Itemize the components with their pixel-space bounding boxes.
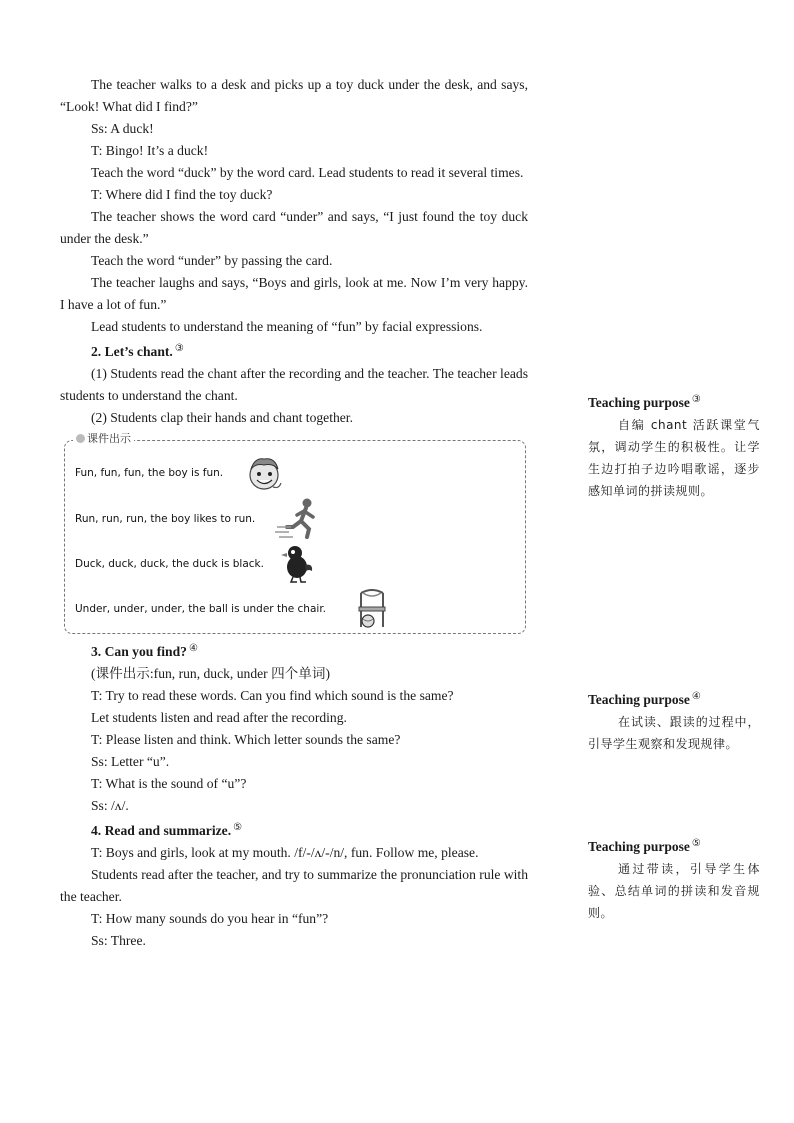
teaching-purpose-4 bbox=[588, 686, 760, 755]
paragraph: The teacher laughs and says, “Boys and girls, look at me. Now I’m very happy. I have a lot of fun.” bbox=[60, 275, 528, 312]
dialogue-line: T: Bingo! It’s a duck! bbox=[91, 143, 209, 158]
paragraph: (课件出示:fun, run, duck, under 四个单词) bbox=[91, 666, 330, 681]
teaching-purpose-title: Teaching purpose bbox=[588, 395, 690, 410]
paragraph: Lead students to understand the meaning of “fun” by facial expressions. bbox=[91, 319, 483, 334]
paragraph: (1) Students read the chant after the recording and the teacher. The teacher leads students to understand the chant. bbox=[60, 366, 528, 403]
dialogue-line: T: Please listen and think. Which letter sounds the same? bbox=[91, 732, 401, 747]
running-man-icon bbox=[275, 497, 325, 539]
paragraph: Students read after the teacher, and try to summarize the pronunciation rule with the teacher. bbox=[60, 867, 528, 904]
note-marker: ③ bbox=[174, 343, 184, 354]
courseware-box bbox=[64, 432, 526, 634]
dialogue-line: T: Where did I find the toy duck? bbox=[91, 187, 273, 202]
section-heading-summarize bbox=[60, 817, 528, 842]
teaching-purpose-heading bbox=[588, 686, 760, 711]
teaching-purpose-5 bbox=[588, 833, 760, 924]
note-marker: ⑤ bbox=[691, 838, 701, 849]
section-title: 4. Read and summarize. bbox=[91, 823, 232, 838]
paragraph: Teach the word “duck” by the word card. Lead students to read it several times. bbox=[91, 165, 524, 180]
courseware-label-text: 课件出示 bbox=[87, 432, 131, 445]
dialogue-line: T: Try to read these words. Can you find which sound is the same? bbox=[91, 688, 454, 703]
note-marker: ④ bbox=[188, 643, 198, 654]
chant-line: Run, run, run, the boy likes to run. bbox=[75, 513, 256, 525]
section-heading-chant bbox=[60, 338, 528, 363]
dialogue-line: T: Boys and girls, look at my mouth. /f/-/ʌ/-/n/, fun. Follow me, please. bbox=[91, 845, 479, 860]
courseware-label bbox=[73, 432, 134, 446]
teaching-purpose-body: 自编 chant 活跃课堂气氛，调动学生的积极性。让学生边打拍子边吟唱歌谣，逐步感知单词的拼读规则。 bbox=[588, 418, 760, 498]
main-column bbox=[60, 74, 528, 952]
ball-under-chair-icon bbox=[355, 589, 389, 629]
note-marker: ③ bbox=[691, 394, 701, 405]
chant-line: Under, under, under, the ball is under the chair. bbox=[75, 603, 327, 615]
happy-boy-icon bbox=[243, 453, 285, 495]
teaching-purpose-heading bbox=[588, 389, 760, 414]
paragraph: Let students listen and read after the recording. bbox=[91, 710, 347, 725]
bullet-icon bbox=[76, 434, 85, 443]
dialogue-line: T: How many sounds do you hear in “fun”? bbox=[91, 911, 329, 926]
paragraph: (2) Students clap their hands and chant together. bbox=[91, 410, 353, 425]
teaching-purpose-heading bbox=[588, 833, 760, 858]
dialogue-line: Ss: /ʌ/. bbox=[91, 798, 129, 813]
paragraph: The teacher shows the word card “under” and says, “I just found the toy duck under the desk.” bbox=[60, 209, 528, 246]
chant-line: Fun, fun, fun, the boy is fun. bbox=[75, 467, 224, 479]
chant-line: Duck, duck, duck, the duck is black. bbox=[75, 558, 264, 570]
teaching-purpose-title: Teaching purpose bbox=[588, 692, 690, 707]
note-marker: ⑤ bbox=[233, 822, 243, 833]
section-heading-find bbox=[60, 638, 528, 663]
teaching-purpose-body: 通过带读，引导学生体验、总结单词的拼读和发音规则。 bbox=[588, 862, 760, 920]
paragraph: Teach the word “under” by passing the card. bbox=[91, 253, 333, 268]
dialogue-line: Ss: A duck! bbox=[91, 121, 154, 136]
section-title: 2. Let’s chant. bbox=[91, 344, 173, 359]
note-marker: ④ bbox=[691, 691, 701, 702]
dialogue-line: Ss: Letter “u”. bbox=[91, 754, 170, 769]
section-title: 3. Can you find? bbox=[91, 644, 187, 659]
dialogue-line: Ss: Three. bbox=[91, 933, 146, 948]
teaching-purpose-3 bbox=[588, 389, 760, 502]
black-duck-icon bbox=[279, 543, 315, 583]
teaching-purpose-body: 在试读、跟读的过程中，引导学生观察和发现规律。 bbox=[588, 715, 760, 751]
teaching-purpose-title: Teaching purpose bbox=[588, 839, 690, 854]
dialogue-line: T: What is the sound of “u”? bbox=[91, 776, 247, 791]
paragraph: The teacher walks to a desk and picks up a toy duck under the desk, and says, “Look! What did I find?” bbox=[60, 77, 528, 114]
